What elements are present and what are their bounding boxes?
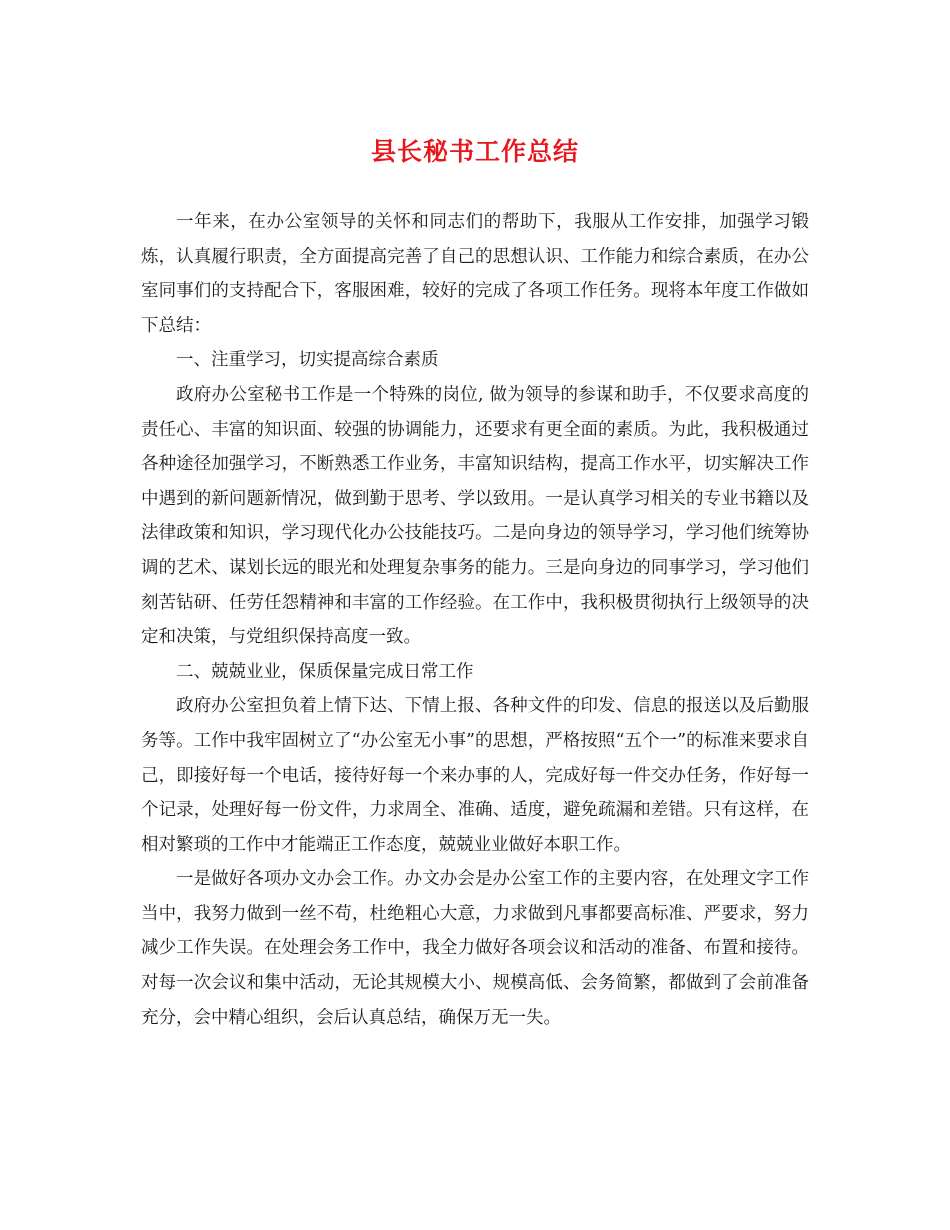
paragraph-study: 政府办公室秘书工作是一个特殊的岗位, 做为领导的参谋和助手，不仅要求高度的责任心、丰富的知识面、较强的协调能力，还要求有更全面的素质。为此，我积极通过各种途径加强学习，不断熟悉工作业务，丰富知识结构，提高工作水平，切实解决工作中遇到的新问题新情况，做到勤于思考、学以致用。一是认真学习相关的专业书籍以及法律政策和知识，学习现代化办公技能技巧。二是向身边的领导学习，学习他们统筹协调的艺术、谋划长远的眼光和处理复杂事务的能力。三是向身边的同事学习，学习他们刻苦钻研、任劳任怨精神和丰富的工作经验。在工作中，我积极贯彻执行上级领导的决定和决策，与党组织保持高度一致。: [141, 384, 809, 648]
paragraph-daily-work: 政府办公室担负着上情下达、下情上报、各种文件的印发、信息的报送以及后勤服务等。工作中我牢固树立了“办公室无小事”的思想，严格按照“五个一”的标准来要求自己，即接好每一个电话，接待好每一个来办事的人，完成好每一件交办任务，作好每一个记录，处理好每一份文件，力求周全、准确、适度，避免疏漏和差错。只有这样，在相对繁琐的工作中才能端正工作态度，兢兢业业做好本职工作。: [141, 696, 809, 855]
document-body: [141, 205, 809, 1035]
paragraph-meetings: 一是做好各项办文办会工作。办文办会是办公室工作的主要内容，在处理文字工作当中，我努力做到一丝不苟，杜绝粗心大意，力求做到凡事都要高标准、严要求，努力减少工作失误。在处理会务工作中，我全力做好各项会议和活动的准备、布置和接待。对每一次会议和集中活动，无论其规模大小、规模高低、会务简繁，都做到了会前准备充分，会中精心组织，会后认真总结，确保万无一失。: [141, 869, 809, 1028]
section-heading-1: 一、注重学习，切实提高综合素质: [176, 350, 439, 371]
paragraph-intro: 一年来，在办公室领导的关怀和同志们的帮助下，我服从工作安排，加强学习锻炼，认真履行职责，全方面提高完善了自己的思想认识、工作能力和综合素质，在办公室同事们的支持配合下，客服困难，较好的完成了各项工作任务。现将本年度工作做如下总结：: [141, 212, 809, 336]
section-heading-2: 二、兢兢业业，保质保量完成日常工作: [176, 661, 474, 682]
document-title: 县长秘书工作总结: [370, 137, 579, 166]
